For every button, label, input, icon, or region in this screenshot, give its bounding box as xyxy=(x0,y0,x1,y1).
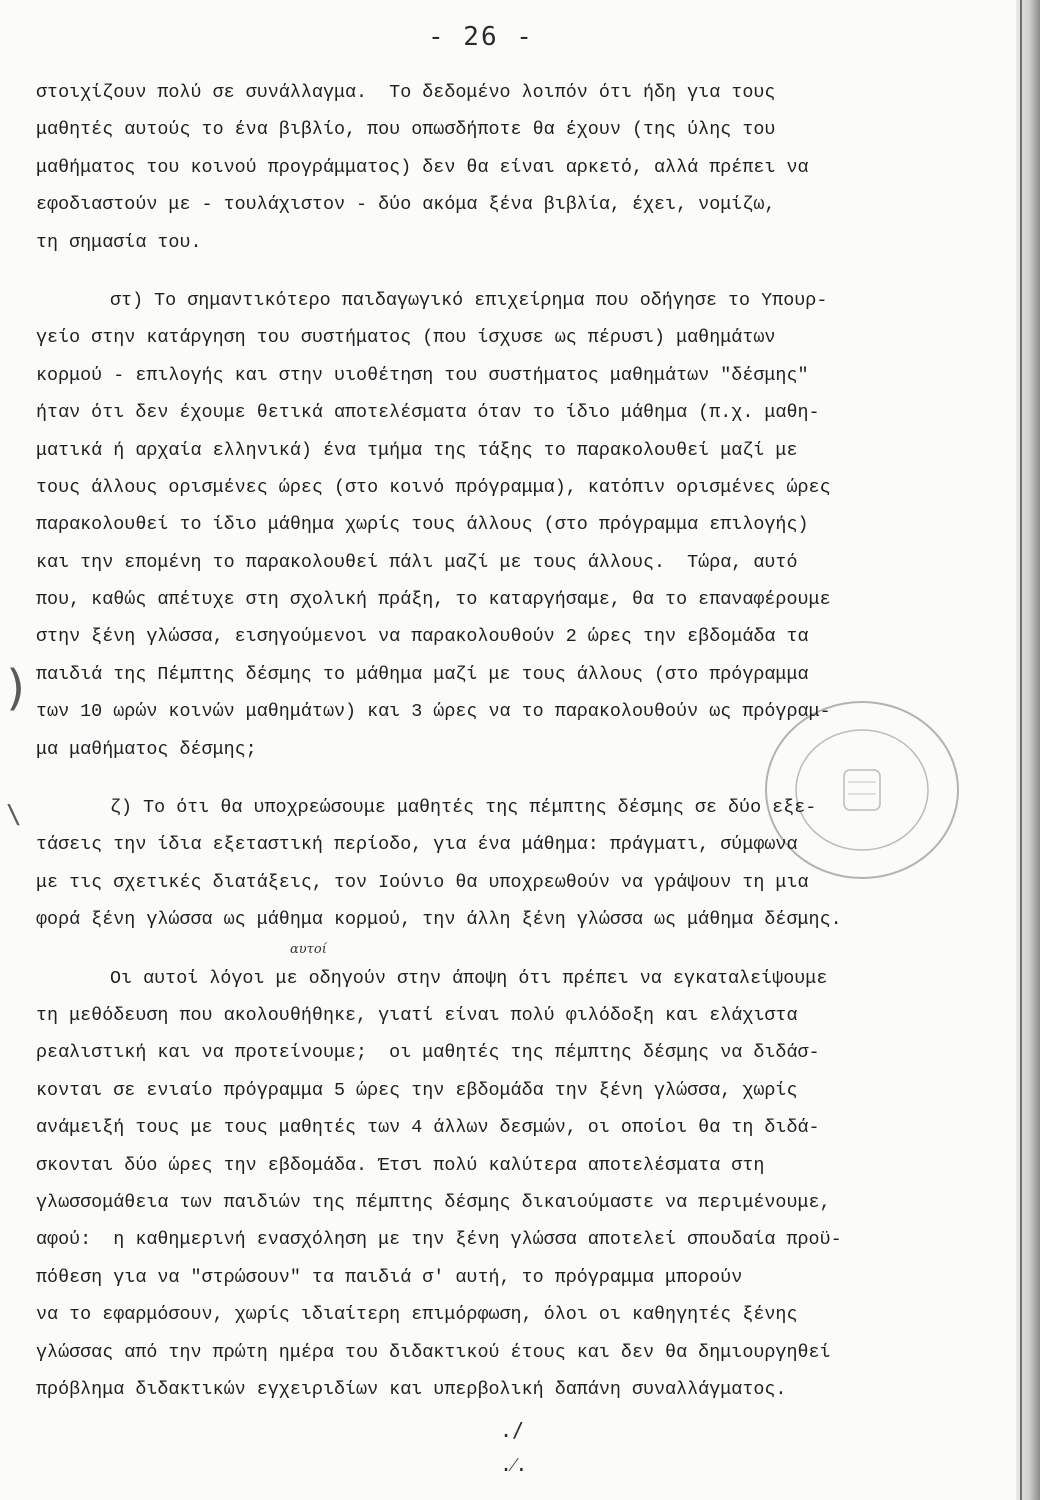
text-line: σκονται δύο ώρες την εβδομάδα. Έτσι πολύ καλύτερα αποτελέσματα στη xyxy=(36,1154,765,1176)
text-line: γλώσσας από την πρώτη ημέρα του διδακτικού έτους και δεν θα δημιουργηθεί xyxy=(36,1341,831,1363)
text-line: στην ξένη γλώσσα, εισηγούμενοι να παρακολουθούν 2 ώρες την εβδομάδα τα xyxy=(36,626,809,648)
text-line: να το εφαρμόσουν, χωρίς ιδιαίτερη επιμόρφωση, όλοι οι καθηγητές ξένης xyxy=(36,1304,798,1326)
text-line: γλωσσομάθεια των παιδιών της πέμπτης δέσμης δικαιούμαστε να περιμένουμε, xyxy=(36,1191,831,1213)
text-line: μαθητές αυτούς το ένα βιβλίο, που οπωσδήποτε θα έχουν (της ύλης του xyxy=(36,119,776,141)
text-line: παιδιά της Πέμπτης δέσμης το μάθημα μαζί με τους άλλους (στο πρόγραμμα xyxy=(36,663,809,685)
text-line: τάσεις την ίδια εξεταστική περίοδο, για ένα μάθημα: πράγματι, σύμφωνα xyxy=(36,834,798,856)
text-line: τη σημασία του. xyxy=(36,231,202,253)
continuation-mark: ./ xyxy=(500,1418,525,1442)
text-line: που, καθώς απέτυχε στη σχολική πράξη, το καταργήσαμε, θα το επαναφέρουμε xyxy=(36,589,831,611)
text-line: παρακολουθεί το ίδιο μάθημα χωρίς τους άλλους (στο πρόγραμμα επιλογής) xyxy=(36,514,809,536)
margin-tick: \ xyxy=(6,800,22,830)
handwritten-note: αυτοί xyxy=(290,942,327,957)
text-line: πρόβλημα διδακτικών εγχειριδίων και υπερβολική δαπάνη συναλλάγματος. xyxy=(36,1378,787,1400)
text-line: εφοδιαστούν με - τουλάχιστον - δύο ακόμα ξένα βιβλία, έχει, νομίζω, xyxy=(36,194,776,216)
text-line: αφού: η καθημερινή ενασχόληση με την ξένη γλώσσα αποτελεί σπουδαία προϋ- xyxy=(36,1229,842,1251)
text-line: ανάμειξή τους με τους μαθητές των 4 άλλων δεσμών, οι οποίοι θα τη διδά- xyxy=(36,1117,820,1139)
text-line: τη μεθόδευση που ακολουθήθηκε, γιατί είναι πολύ φιλόδοξη και ελάχιστα xyxy=(36,1004,798,1026)
text-line: στοιχίζουν πολύ σε συνάλλαγμα. Το δεδομένο λοιπόν ότι ήδη για τους xyxy=(36,82,776,103)
text-line: μα μαθήματος δέσμης; xyxy=(36,738,257,760)
text-line: κορμού - επιλογής και στην υιοθέτηση του συστήματος μαθημάτων "δέσμης" xyxy=(36,364,809,386)
document-body xyxy=(36,74,996,1408)
text-line: ματικά ή αρχαία ελληνικά) ένα τμήμα της τάξης το παρακολουθεί μαζί με xyxy=(36,439,798,461)
text-line: γείο στην κατάργηση του συστήματος (που ίσχυσε ως πέρυσι) μαθημάτων xyxy=(36,327,776,349)
text-line: Οι αυτοί λόγοι με οδηγούν στην άποψη ότι πρέπει να εγκαταλείψουμε xyxy=(110,967,828,989)
binding-rule xyxy=(1020,0,1022,1500)
text-line: πόθεση για να "στρώσουν" τα παιδιά σ' αυτή, το πρόγραμμα μπορούν xyxy=(36,1266,743,1288)
text-line: ζ) Το ότι θα υποχρεώσουμε μαθητές της πέμπτης δέσμης σε δύο εξε- xyxy=(110,797,817,819)
text-line: μαθήματος του κοινού προγράμματος) δεν θα είναι αρκετό, αλλά πρέπει να xyxy=(36,156,809,178)
text-line: ήταν ότι δεν έχουμε θετικά αποτελέσματα όταν το ίδιο μάθημα (π.χ. μαθη- xyxy=(36,402,820,424)
text-line: των 10 ωρών κοινών μαθημάτων) και 3 ώρες να το παρακολουθούν ως πρόγραμ- xyxy=(36,701,831,723)
text-line: στ) Το σημαντικότερο παιδαγωγικό επιχείρημα που οδήγησε το Υπουρ- xyxy=(110,289,828,311)
continuation-mark: .⁄. xyxy=(500,1452,528,1476)
text-line: με τις σχετικές διατάξεις, τον Ιούνιο θα υποχρεωθούν να γράψουν τη μια xyxy=(36,871,809,893)
page-number: - 26 - xyxy=(428,22,534,52)
text-line: και την επομένη το παρακολουθεί πάλι μαζί με τους άλλους. Τώρα, αυτό xyxy=(36,551,798,573)
margin-bracket: ) xyxy=(2,660,31,716)
text-line: ρεαλιστική και να προτείνουμε; οι μαθητές της πέμπτης δέσμης να διδάσ- xyxy=(36,1042,820,1064)
text-line: κονται σε ενιαίο πρόγραμμα 5 ώρες την εβδομάδα την ξένη γλώσσα, χωρίς xyxy=(36,1079,798,1101)
text-line: τους άλλους ορισμένες ώρες (στο κοινό πρόγραμμα), κατόπιν ορισμένες ώρες xyxy=(36,476,831,498)
text-line: φορά ξένη γλώσσα ως μάθημα κορμού, την άλλη ξένη γλώσσα ως μάθημα δέσμης. xyxy=(36,909,842,931)
